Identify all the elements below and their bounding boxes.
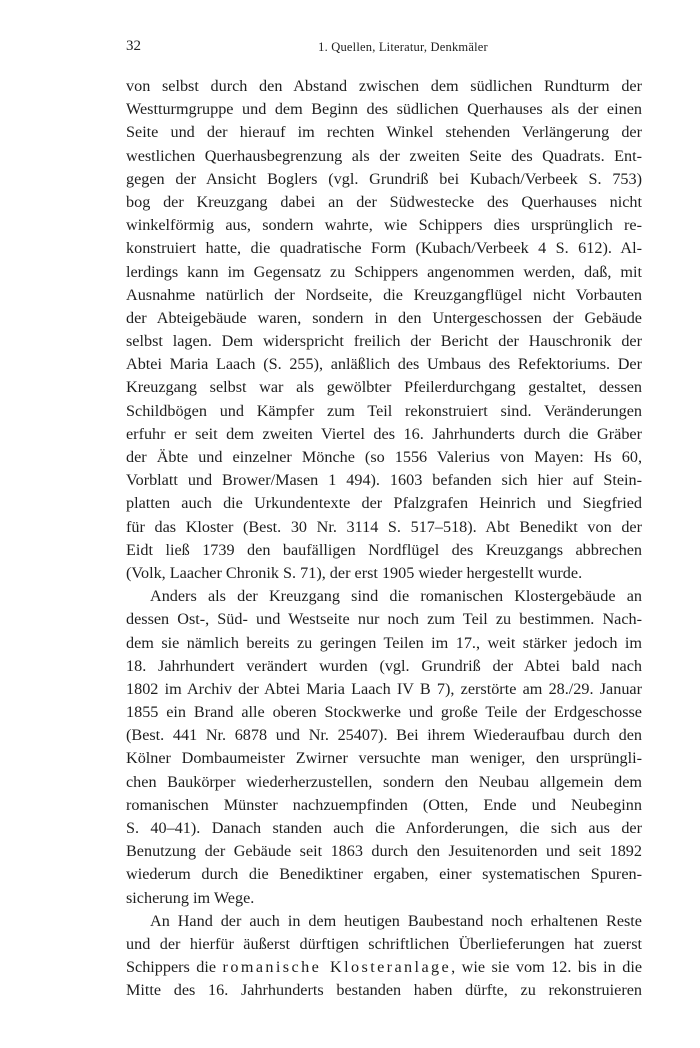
text-line: (Best. 441 Nr. 6878 und Nr. 25407). Bei ihrem Wiederaufbau durch den [126, 726, 642, 745]
running-head: 1. Quellen, Literatur, Denkmäler [318, 40, 488, 54]
text-line: S. 40–41). Danach standen auch die Anforderungen, die sich aus der [126, 819, 642, 837]
text-line: gegen der Ansicht Boglers (vgl. Grundriß bei Kubach/Verbeek S. 753) [126, 169, 642, 188]
text-line: westlichen Querhausbegrenzung als der zweiten Seite des Quadrats. Ent- [126, 146, 642, 165]
text-line: dessen Ost-, Süd- und Westseite nur noch zum Teil zu bestimmen. Nach- [126, 610, 642, 629]
body-text [126, 75, 642, 1003]
paragraph-end-line: sicherung im Wege. [126, 888, 255, 907]
text-line: für das Kloster (Best. 30 Nr. 3114 S. 517–518). Abt Benedikt von der [126, 517, 642, 536]
text-line: Benutzung der Gebäude seit 1863 durch den Jesuitenorden und seit 1892 [126, 842, 642, 861]
text-line: Eidt ließ 1739 den baufälligen Nordflügel des Kreuzgangs abbrechen [126, 540, 642, 559]
text-line: lerdings kann im Gegensatz zu Schippers angenommen werden, daß, mit [126, 262, 642, 281]
text-line: winkelförmig aus, sondern wahrte, wie Schippers dies ursprünglich re- [126, 216, 642, 235]
text-fragment: Schippers die [126, 958, 223, 977]
text-line: Westturmgruppe und dem Beginn des südlichen Querhauses als der einen [126, 100, 642, 119]
text-line: 18. Jahrhundert verändert wurden (vgl. Grundriß der Abtei bald nach [126, 656, 642, 675]
text-line: Vorblatt und Brower/Masen 1 494). 1603 befanden sich hier auf Stein- [126, 471, 642, 490]
text-line-with-spaced-term [126, 956, 642, 979]
text-line: chen Baukörper wiederherzustellen, sondern den Neubau allgemein dem [126, 772, 642, 791]
text-line: 1802 im Archiv der Abtei Maria Laach IV B 7), zerstörte am 28./29. Januar [126, 679, 642, 698]
text-line: der Abteigebäude waren, sondern in den Untergeschossen der Gebäude [126, 308, 642, 327]
page-number: 32 [126, 38, 141, 54]
text-line: und der hierfür äußerst dürftigen schriftlichen Überlieferungen hat zuerst [126, 934, 642, 953]
text-line: von selbst durch den Abstand zwischen dem südlichen Rundturm der [126, 77, 642, 95]
paragraph-start-line: Anders als der Kreuzgang sind die romanischen Klostergebäude an [150, 587, 642, 606]
text-line: dem sie nämlich bereits zu geringen Teilen im 17., weit stärker jedoch im [126, 633, 642, 652]
text-line: Mitte des 16. Jahrhunderts bestanden haben dürfte, zu rekonstruieren [126, 981, 642, 1000]
text-line: der Äbte und einzelner Mönche (so 1556 Valerius von Mayen: Hs 60, [126, 448, 642, 466]
text-line: Kölner Dombaumeister Zwirner versuchte man weniger, den ursprüngli- [126, 749, 642, 768]
text-line: bog der Kreuzgang dabei an der Südwestecke des Querhauses nicht [126, 192, 642, 211]
text-line: Seite und der hierauf im rechten Winkel stehenden Verlängerung der [126, 123, 642, 142]
text-line: konstruiert hatte, die quadratische Form (Kubach/Verbeek 4 S. 612). Al- [126, 239, 642, 258]
spaced-term: romanische Klosteranlage [222, 958, 452, 977]
text-line: 1855 ein Brand alle oberen Stockwerke und große Teile der Erdgeschosse [126, 703, 642, 722]
text-line: Ausnahme natürlich der Nordseite, die Kreuzgangflügel nicht Vorbauten [126, 285, 642, 304]
text-line: erfuhr er seit dem zweiten Viertel des 16. Jahrhunderts durch die Gräber [126, 424, 642, 443]
text-line: platten auch die Urkundentexte der Pfalzgrafen Heinrich und Siegfried [126, 494, 642, 513]
text-line: Schildbögen und Kämpfer zum Teil rekonstruiert sind. Veränderungen [126, 401, 642, 420]
text-line: selbst lagen. Dem widerspricht freilich der Bericht der Hauschronik der [126, 332, 642, 351]
text-line: romanischen Münster nachzuempfinden (Otten, Ende und Neubeginn [126, 795, 642, 814]
text-fragment: , wie sie vom 12. bis in die [451, 958, 643, 977]
text-line: wiederum durch die Benediktiner ergaben, einer systematischen Spuren- [126, 865, 642, 884]
text-line: Kreuzgang selbst war als gewölbter Pfeilerdurchgang gestaltet, dessen [126, 378, 642, 397]
paragraph-end-line: (Volk, Laacher Chronik S. 71), der erst 1905 wieder hergestellt wurde. [126, 563, 583, 582]
text-line: Abtei Maria Laach (S. 255), anläßlich des Umbaus des Refektoriums. Der [126, 355, 642, 374]
paragraph-start-line: An Hand der auch in dem heutigen Baubestand noch erhaltenen Reste [150, 911, 642, 930]
